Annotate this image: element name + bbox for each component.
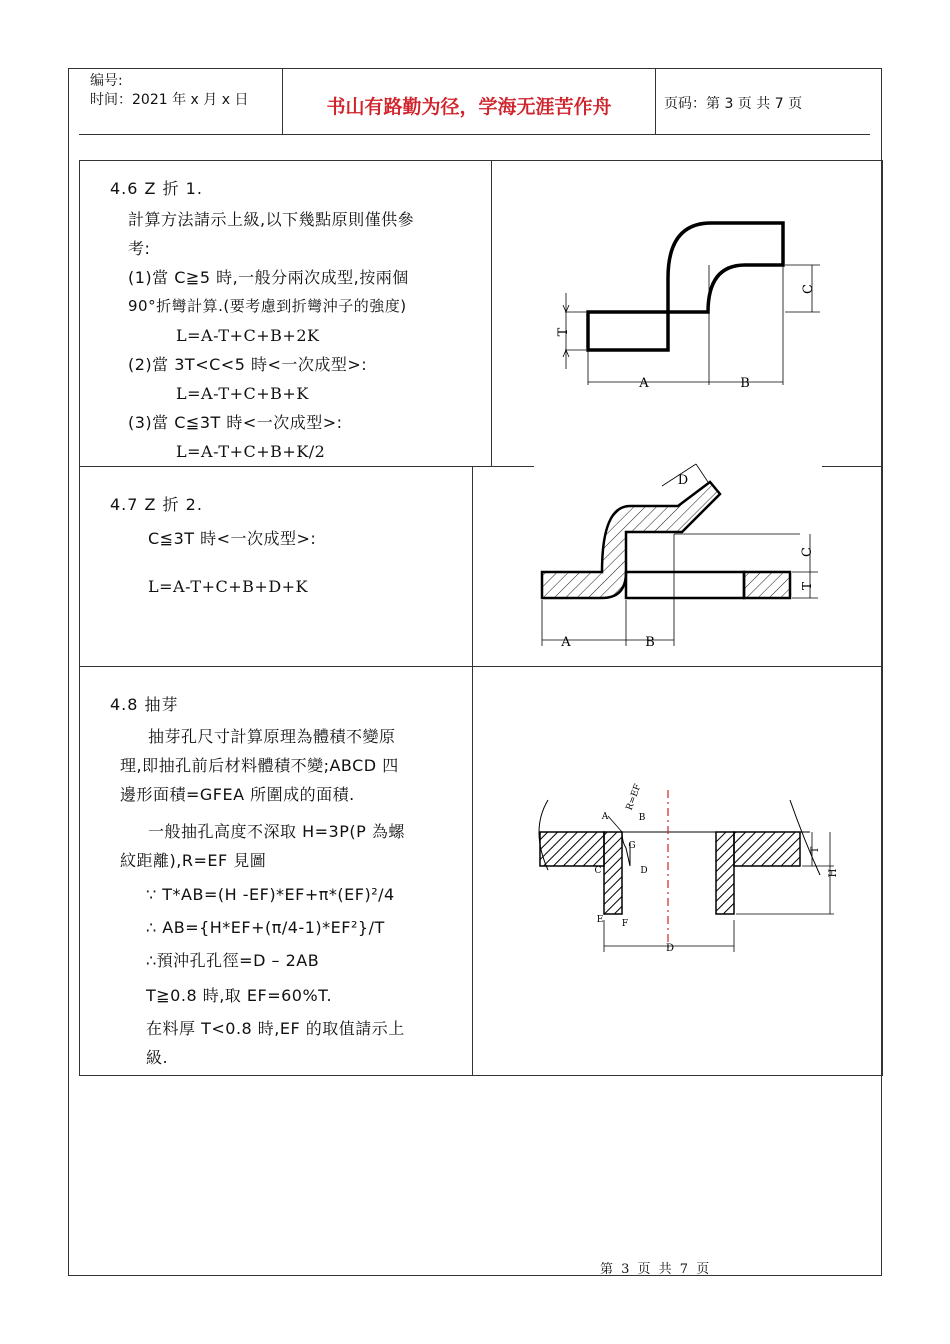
s48-line-10: 在料厚 T<0.8 時,EF 的取值請示上	[146, 1019, 405, 1038]
dim-t-label: T	[556, 327, 571, 337]
s48-line-1: 抽芽孔尺寸計算原理為體積不變原	[148, 727, 396, 746]
s48-line-11: 級.	[146, 1048, 169, 1067]
s48-line-4: 一般抽孔高度不深取 H=3P(P 為螺	[148, 822, 405, 841]
s48-line-3: 邊形面積=GFEA 所圍成的面積.	[120, 785, 355, 804]
row2-bottom	[79, 666, 883, 667]
s46-formula-1: L=A-T+C+B+2K	[176, 326, 320, 345]
section-4-7-title: 4.7 Z 折 2.	[110, 495, 203, 514]
s47-formula: L=A-T+C+B+D+K	[148, 577, 308, 596]
page-info: 页码：第 3 页 共 7 页	[664, 96, 803, 112]
point-d-label: D	[640, 866, 648, 876]
page-footer: 第 3 页 共 7 页	[600, 1262, 712, 1277]
dim-d-label: D	[665, 943, 675, 954]
header-separator-left	[282, 68, 283, 135]
dim-b-label: B	[645, 635, 655, 650]
s46-formula-2: L=A-T+C+B+K	[176, 384, 309, 403]
z-bend-2-diagram	[520, 462, 830, 657]
dim-t-label: T	[810, 846, 821, 854]
z-bend-1-diagram	[540, 205, 840, 395]
z-bend-1-profile	[588, 223, 783, 350]
row1-bottom-left	[79, 466, 534, 467]
burring-left-flange	[540, 832, 604, 866]
row1-bottom-right	[822, 466, 883, 467]
point-g-label: G	[628, 841, 636, 851]
z-bend-2-profile	[542, 482, 720, 598]
dim-a-label: A	[639, 376, 649, 391]
s46-line-8: (3)當 C≦3T 時<一次成型>:	[128, 413, 343, 432]
s46-line-6: (2)當 3T<C<5 時<一次成型>:	[128, 355, 368, 374]
dim-d-label: D	[677, 473, 689, 488]
burring-right-wall	[716, 832, 734, 914]
dim-c-label: C	[800, 547, 815, 557]
point-b-label: B	[638, 813, 646, 823]
dim-t-label: T	[800, 581, 814, 591]
point-c-label: C	[594, 866, 602, 876]
z-bend-2-flange	[744, 572, 790, 598]
burring-diagram	[520, 770, 850, 960]
section-4-8-title: 4.8 抽芽	[110, 695, 179, 714]
s48-equation-1: ∵ T*AB=(H -EF)*EF+π*(EF)²/4	[146, 885, 395, 904]
s46-line-3: (1)當 C≧5 時,一般分兩次成型,按兩個	[128, 268, 409, 287]
dim-a-label: A	[561, 635, 571, 650]
s48-equation-2: ∴ AB={H*EF+(π/4-1)*EF²}/T	[146, 918, 385, 937]
burring-left-wall	[604, 832, 622, 914]
s46-line-4: 90°折彎計算.(要考慮到折彎沖子的強度)	[128, 297, 407, 315]
dim-b-label: B	[740, 376, 750, 391]
point-a-label: A	[601, 812, 609, 822]
s48-line-5: 紋距離),R=EF 見圖	[120, 851, 267, 870]
dim-c-label: C	[801, 284, 816, 294]
s48-line-2: 理,即抽孔前后材料體積不變;ABCD 四	[120, 756, 399, 775]
point-e-label: E	[596, 915, 604, 925]
s47-condition: C≦3T 時<一次成型>:	[148, 529, 317, 548]
doc-number-label: 编号:	[90, 73, 123, 89]
header-separator-right	[655, 68, 656, 135]
s46-line-1: 計算方法請示上級,以下幾點原則僅供參	[128, 210, 415, 229]
s46-formula-3: L=A-T+C+B+K/2	[176, 442, 326, 461]
burring-right-flange	[734, 832, 800, 866]
section-4-6-title: 4.6 Z 折 1.	[110, 179, 203, 198]
row23-divider	[472, 466, 473, 1076]
doc-date-label: 时间：2021 年 x 月 x 日	[90, 92, 249, 108]
row1-divider	[491, 160, 492, 466]
s46-line-2: 考:	[128, 239, 151, 258]
s48-equation-3: ∴預沖孔孔徑=D – 2AB	[146, 951, 320, 970]
point-f-label: F	[621, 919, 629, 929]
dim-h-label: H	[828, 868, 839, 878]
radius-label: R=EF	[624, 782, 644, 812]
header-divider	[79, 134, 870, 135]
s48-line-9: T≧0.8 時,取 EF=60%T.	[146, 986, 333, 1005]
header-motto: 书山有路勤为径，学海无涯苦作舟	[326, 96, 612, 118]
